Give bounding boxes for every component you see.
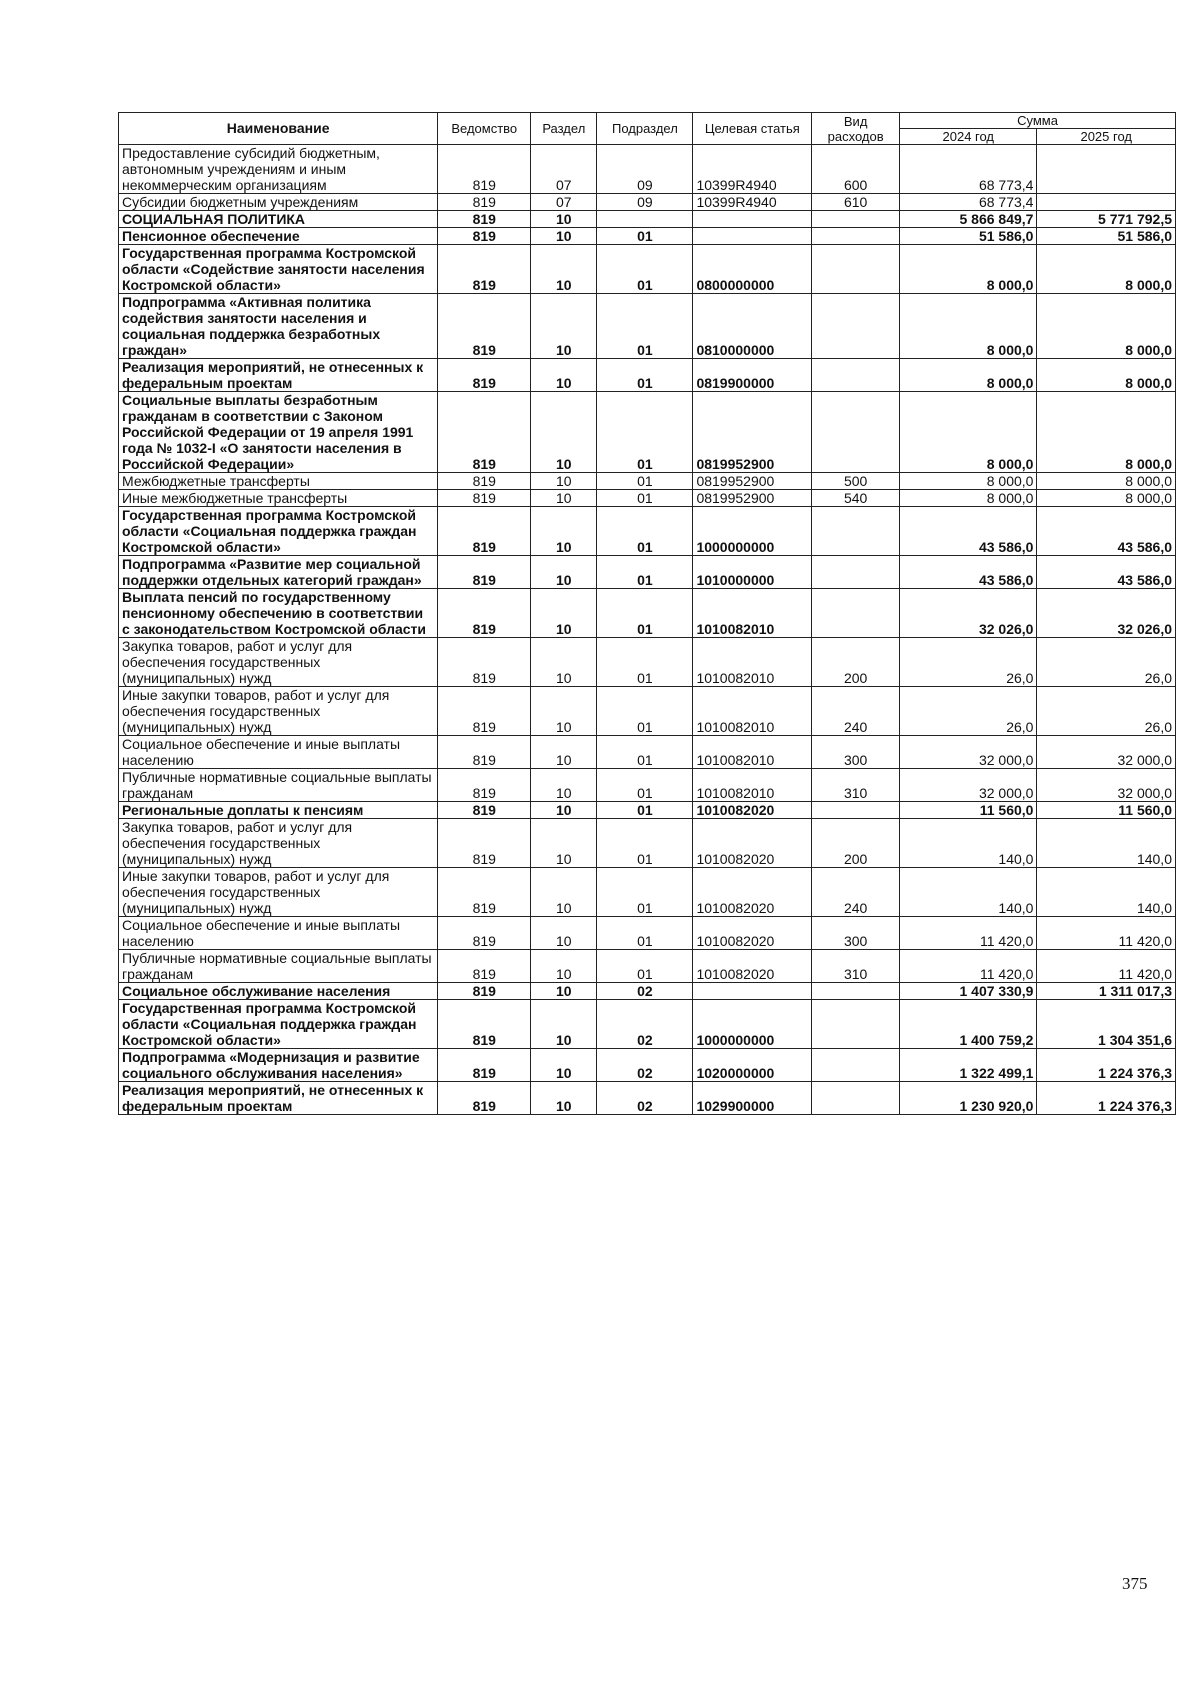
row-section: 10 <box>531 819 597 868</box>
table-row <box>119 802 1176 819</box>
row-name: Иные закупки товаров, работ и услуг для обеспечения государственных (муниципальных) нужд <box>119 687 438 736</box>
row-name: Подпрограмма «Модернизация и развитие социального обслуживания населения» <box>119 1049 438 1082</box>
row-subsection: 01 <box>597 490 693 507</box>
row-expense-type: 540 <box>812 490 900 507</box>
row-department: 819 <box>438 638 531 687</box>
row-sum-2025: 43 586,0 <box>1037 507 1176 556</box>
row-target-article: 0800000000 <box>693 245 812 294</box>
row-department: 819 <box>438 983 531 1000</box>
table-row <box>119 589 1176 638</box>
row-sum-2025 <box>1037 194 1176 211</box>
row-department: 819 <box>438 245 531 294</box>
table-row <box>119 638 1176 687</box>
header-year-2025: 2025 год <box>1037 129 1176 145</box>
row-subsection: 01 <box>597 917 693 950</box>
row-expense-type <box>812 556 900 589</box>
row-sum-2024: 1 322 499,1 <box>900 1049 1037 1082</box>
row-target-article: 10399R4940 <box>693 145 812 194</box>
row-target-article: 1010082010 <box>693 769 812 802</box>
row-section: 10 <box>531 1049 597 1082</box>
row-subsection: 01 <box>597 638 693 687</box>
row-section: 10 <box>531 983 597 1000</box>
row-expense-type <box>812 359 900 392</box>
table-row <box>119 245 1176 294</box>
row-sum-2025: 140,0 <box>1037 868 1176 917</box>
row-target-article: 1029900000 <box>693 1082 812 1115</box>
row-target-article: 1010082010 <box>693 589 812 638</box>
row-section: 10 <box>531 736 597 769</box>
row-expense-type <box>812 245 900 294</box>
header-year-2024: 2024 год <box>900 129 1037 145</box>
row-subsection: 01 <box>597 294 693 359</box>
row-sum-2024: 8 000,0 <box>900 245 1037 294</box>
row-target-article: 1010082010 <box>693 687 812 736</box>
row-expense-type <box>812 802 900 819</box>
row-target-article: 0810000000 <box>693 294 812 359</box>
row-section: 10 <box>531 638 597 687</box>
row-section: 10 <box>531 589 597 638</box>
row-subsection: 01 <box>597 228 693 245</box>
table-row <box>119 556 1176 589</box>
row-section: 10 <box>531 556 597 589</box>
table-row <box>119 1000 1176 1049</box>
row-department: 819 <box>438 359 531 392</box>
row-subsection: 01 <box>597 819 693 868</box>
row-sum-2025: 32 000,0 <box>1037 736 1176 769</box>
row-name: Государственная программа Костромской области «Социальная поддержка граждан Костромской области» <box>119 1000 438 1049</box>
row-sum-2024: 140,0 <box>900 819 1037 868</box>
row-department: 819 <box>438 194 531 211</box>
row-subsection: 01 <box>597 950 693 983</box>
row-name: Реализация мероприятий, не отнесенных к федеральным проектам <box>119 1082 438 1115</box>
table-row <box>119 819 1176 868</box>
row-name: Государственная программа Костромской области «Содействие занятости населения Костромской области» <box>119 245 438 294</box>
budget-table <box>118 112 1176 1115</box>
table-row <box>119 1049 1176 1082</box>
table-row <box>119 950 1176 983</box>
table-row <box>119 473 1176 490</box>
row-sum-2025 <box>1037 145 1176 194</box>
row-sum-2024: 1 400 759,2 <box>900 1000 1037 1049</box>
row-name: Государственная программа Костромской области «Социальная поддержка граждан Костромской области» <box>119 507 438 556</box>
row-name: Социальное обеспечение и иные выплаты населению <box>119 736 438 769</box>
row-department: 819 <box>438 950 531 983</box>
row-section: 10 <box>531 507 597 556</box>
header-department: Ведомство <box>438 113 531 145</box>
row-subsection: 01 <box>597 687 693 736</box>
row-department: 819 <box>438 736 531 769</box>
row-sum-2025: 8 000,0 <box>1037 490 1176 507</box>
row-sum-2025: 1 224 376,3 <box>1037 1049 1176 1082</box>
row-name: Публичные нормативные социальные выплаты гражданам <box>119 769 438 802</box>
row-department: 819 <box>438 507 531 556</box>
row-sum-2025: 32 026,0 <box>1037 589 1176 638</box>
row-target-article <box>693 228 812 245</box>
row-sum-2025: 51 586,0 <box>1037 228 1176 245</box>
row-sum-2024: 140,0 <box>900 868 1037 917</box>
table-row <box>119 211 1176 228</box>
row-sum-2024: 5 866 849,7 <box>900 211 1037 228</box>
row-subsection: 01 <box>597 507 693 556</box>
row-sum-2024: 8 000,0 <box>900 473 1037 490</box>
row-sum-2025: 11 420,0 <box>1037 950 1176 983</box>
row-name: Региональные доплаты к пенсиям <box>119 802 438 819</box>
row-section: 10 <box>531 473 597 490</box>
header-sum: Сумма <box>900 113 1176 129</box>
row-sum-2025: 1 224 376,3 <box>1037 1082 1176 1115</box>
row-target-article <box>693 211 812 228</box>
row-name: Подпрограмма «Развитие мер социальной поддержки отдельных категорий граждан» <box>119 556 438 589</box>
row-department: 819 <box>438 228 531 245</box>
row-name: Социальное обслуживание населения <box>119 983 438 1000</box>
row-target-article: 1010082020 <box>693 868 812 917</box>
row-sum-2025: 11 420,0 <box>1037 917 1176 950</box>
row-target-article: 1010082010 <box>693 638 812 687</box>
row-name: Закупка товаров, работ и услуг для обеспечения государственных (муниципальных) нужд <box>119 638 438 687</box>
row-subsection: 01 <box>597 473 693 490</box>
row-subsection: 01 <box>597 589 693 638</box>
row-target-article: 0819952900 <box>693 473 812 490</box>
row-sum-2025: 26,0 <box>1037 687 1176 736</box>
row-target-article: 0819952900 <box>693 392 812 473</box>
table-row <box>119 359 1176 392</box>
row-name: Социальные выплаты безработным гражданам в соответствии с Законом Российской Федерации от 19 апреля 1991 года № 1032-I «О занятости населения в Российской Федерации» <box>119 392 438 473</box>
row-sum-2024: 11 420,0 <box>900 917 1037 950</box>
row-expense-type <box>812 983 900 1000</box>
row-subsection: 09 <box>597 145 693 194</box>
row-name: Пенсионное обеспечение <box>119 228 438 245</box>
table-row <box>119 687 1176 736</box>
row-expense-type <box>812 211 900 228</box>
row-department: 819 <box>438 917 531 950</box>
row-section: 10 <box>531 392 597 473</box>
row-sum-2024: 26,0 <box>900 638 1037 687</box>
row-subsection: 01 <box>597 245 693 294</box>
row-section: 10 <box>531 802 597 819</box>
row-sum-2024: 68 773,4 <box>900 194 1037 211</box>
row-department: 819 <box>438 1049 531 1082</box>
table-row <box>119 983 1176 1000</box>
row-target-article: 1000000000 <box>693 1000 812 1049</box>
row-expense-type <box>812 589 900 638</box>
row-section: 10 <box>531 294 597 359</box>
table-row <box>119 294 1176 359</box>
row-target-article: 0819952900 <box>693 490 812 507</box>
table-row <box>119 145 1176 194</box>
row-department: 819 <box>438 490 531 507</box>
row-department: 819 <box>438 769 531 802</box>
row-section: 10 <box>531 917 597 950</box>
row-name: Иные межбюджетные трансферты <box>119 490 438 507</box>
table-row <box>119 228 1176 245</box>
row-department: 819 <box>438 589 531 638</box>
row-department: 819 <box>438 1082 531 1115</box>
row-section: 07 <box>531 145 597 194</box>
row-expense-type: 300 <box>812 736 900 769</box>
row-subsection: 01 <box>597 392 693 473</box>
row-target-article: 0819900000 <box>693 359 812 392</box>
row-name: Подпрограмма «Активная политика содействия занятости населения и социальная поддержка безработных граждан» <box>119 294 438 359</box>
row-section: 10 <box>531 359 597 392</box>
row-expense-type: 600 <box>812 145 900 194</box>
row-department: 819 <box>438 687 531 736</box>
row-sum-2024: 43 586,0 <box>900 507 1037 556</box>
row-subsection: 01 <box>597 802 693 819</box>
row-sum-2024: 1 407 330,9 <box>900 983 1037 1000</box>
row-department: 819 <box>438 211 531 228</box>
table-row <box>119 490 1176 507</box>
row-subsection: 01 <box>597 868 693 917</box>
row-sum-2025: 11 560,0 <box>1037 802 1176 819</box>
row-section: 10 <box>531 490 597 507</box>
row-expense-type: 240 <box>812 687 900 736</box>
row-sum-2024: 32 000,0 <box>900 769 1037 802</box>
table-row <box>119 868 1176 917</box>
row-sum-2025: 8 000,0 <box>1037 245 1176 294</box>
row-section: 10 <box>531 1082 597 1115</box>
row-name: Реализация мероприятий, не отнесенных к федеральным проектам <box>119 359 438 392</box>
row-sum-2024: 51 586,0 <box>900 228 1037 245</box>
row-target-article: 1010082010 <box>693 736 812 769</box>
row-target-article <box>693 983 812 1000</box>
row-name: Социальное обеспечение и иные выплаты населению <box>119 917 438 950</box>
row-expense-type: 300 <box>812 917 900 950</box>
row-sum-2024: 8 000,0 <box>900 392 1037 473</box>
row-sum-2024: 68 773,4 <box>900 145 1037 194</box>
row-name: Публичные нормативные социальные выплаты гражданам <box>119 950 438 983</box>
row-sum-2025: 8 000,0 <box>1037 392 1176 473</box>
table-row <box>119 769 1176 802</box>
row-expense-type <box>812 507 900 556</box>
row-subsection: 01 <box>597 736 693 769</box>
row-target-article: 1010082020 <box>693 950 812 983</box>
row-sum-2024: 32 026,0 <box>900 589 1037 638</box>
row-sum-2024: 1 230 920,0 <box>900 1082 1037 1115</box>
row-section: 10 <box>531 769 597 802</box>
row-sum-2025: 26,0 <box>1037 638 1176 687</box>
row-sum-2024: 26,0 <box>900 687 1037 736</box>
row-sum-2025: 5 771 792,5 <box>1037 211 1176 228</box>
row-section: 10 <box>531 211 597 228</box>
row-name: Межбюджетные трансферты <box>119 473 438 490</box>
header-expense-type: Вид расходов <box>812 113 900 145</box>
table-row <box>119 392 1176 473</box>
row-name: СОЦИАЛЬНАЯ ПОЛИТИКА <box>119 211 438 228</box>
row-department: 819 <box>438 1000 531 1049</box>
page-number: 375 <box>1122 1574 1148 1593</box>
row-expense-type <box>812 294 900 359</box>
row-sum-2025: 8 000,0 <box>1037 473 1176 490</box>
row-subsection: 02 <box>597 983 693 1000</box>
row-target-article: 1010000000 <box>693 556 812 589</box>
row-department: 819 <box>438 868 531 917</box>
row-target-article: 1010082020 <box>693 917 812 950</box>
row-section: 07 <box>531 194 597 211</box>
row-section: 10 <box>531 1000 597 1049</box>
row-section: 10 <box>531 868 597 917</box>
row-expense-type <box>812 1049 900 1082</box>
row-expense-type: 200 <box>812 638 900 687</box>
row-sum-2025: 140,0 <box>1037 819 1176 868</box>
row-name: Иные закупки товаров, работ и услуг для обеспечения государственных (муниципальных) нужд <box>119 868 438 917</box>
table-body <box>119 145 1176 1115</box>
row-subsection: 02 <box>597 1082 693 1115</box>
row-section: 10 <box>531 245 597 294</box>
row-section: 10 <box>531 950 597 983</box>
header-subsection: Подраздел <box>597 113 693 145</box>
row-sum-2025: 32 000,0 <box>1037 769 1176 802</box>
table-row <box>119 1082 1176 1115</box>
table-row <box>119 736 1176 769</box>
row-target-article: 1020000000 <box>693 1049 812 1082</box>
table-row <box>119 917 1176 950</box>
row-expense-type: 500 <box>812 473 900 490</box>
row-sum-2024: 11 560,0 <box>900 802 1037 819</box>
row-department: 819 <box>438 819 531 868</box>
row-expense-type: 610 <box>812 194 900 211</box>
row-sum-2024: 8 000,0 <box>900 490 1037 507</box>
row-subsection: 01 <box>597 359 693 392</box>
row-target-article: 10399R4940 <box>693 194 812 211</box>
row-sum-2025: 1 311 017,3 <box>1037 983 1176 1000</box>
row-department: 819 <box>438 556 531 589</box>
header-name: Наименование <box>119 113 438 145</box>
row-expense-type: 310 <box>812 769 900 802</box>
row-sum-2025: 8 000,0 <box>1037 359 1176 392</box>
row-subsection: 01 <box>597 769 693 802</box>
row-name: Выплата пенсий по государственному пенсионному обеспечению в соответствии с законодательством Костромской области <box>119 589 438 638</box>
row-expense-type <box>812 228 900 245</box>
row-subsection: 01 <box>597 556 693 589</box>
row-section: 10 <box>531 228 597 245</box>
header-target-article: Целевая статья <box>693 113 812 145</box>
row-sum-2025: 43 586,0 <box>1037 556 1176 589</box>
row-name: Закупка товаров, работ и услуг для обеспечения государственных (муниципальных) нужд <box>119 819 438 868</box>
row-department: 819 <box>438 392 531 473</box>
row-sum-2025: 8 000,0 <box>1037 294 1176 359</box>
row-target-article: 1010082020 <box>693 819 812 868</box>
row-subsection <box>597 211 693 228</box>
row-expense-type <box>812 1082 900 1115</box>
row-department: 819 <box>438 145 531 194</box>
row-subsection: 02 <box>597 1000 693 1049</box>
row-expense-type <box>812 1000 900 1049</box>
row-name: Предоставление субсидий бюджетным, автономным учреждениям и иным некоммерческим организациям <box>119 145 438 194</box>
row-sum-2024: 8 000,0 <box>900 359 1037 392</box>
table-row <box>119 507 1176 556</box>
row-expense-type <box>812 392 900 473</box>
row-subsection: 09 <box>597 194 693 211</box>
row-sum-2024: 11 420,0 <box>900 950 1037 983</box>
row-sum-2025: 1 304 351,6 <box>1037 1000 1176 1049</box>
row-department: 819 <box>438 294 531 359</box>
row-expense-type: 310 <box>812 950 900 983</box>
row-sum-2024: 32 000,0 <box>900 736 1037 769</box>
row-target-article: 1010082020 <box>693 802 812 819</box>
row-sum-2024: 43 586,0 <box>900 556 1037 589</box>
row-expense-type: 200 <box>812 819 900 868</box>
header-section: Раздел <box>531 113 597 145</box>
row-expense-type: 240 <box>812 868 900 917</box>
table-row <box>119 194 1176 211</box>
row-department: 819 <box>438 473 531 490</box>
row-name: Субсидии бюджетным учреждениям <box>119 194 438 211</box>
row-target-article: 1000000000 <box>693 507 812 556</box>
row-section: 10 <box>531 687 597 736</box>
row-sum-2024: 8 000,0 <box>900 294 1037 359</box>
row-subsection: 02 <box>597 1049 693 1082</box>
row-department: 819 <box>438 802 531 819</box>
